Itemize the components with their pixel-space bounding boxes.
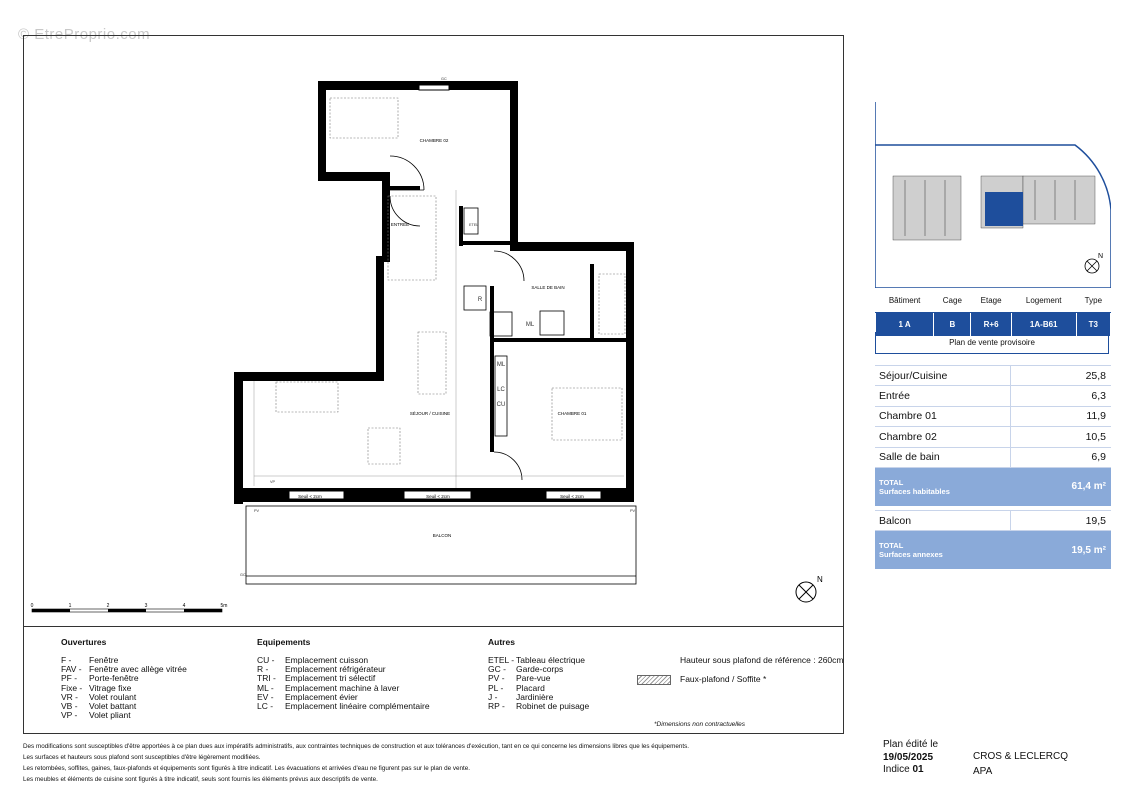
mark-lc: LC [497, 387, 505, 393]
legend-label: Vitrage fixe [89, 682, 132, 693]
note-line: Les surfaces et hauteurs sous plafond sont susceptibles d'être légèrement modifiées. [23, 754, 261, 761]
note-line: Des modifications sont susceptibles d'être apportées à ce plan dues aux impératifs administratifs, aux contraintes techniques de construction et aux tolérances d'exécution, tant en ce qui concerne les dimensions libres que les équipements. [23, 743, 690, 750]
wall [388, 186, 420, 190]
mark-vp: VP [270, 480, 276, 484]
legend-code: R - [257, 664, 269, 675]
total-sublabel: Surfaces habitables [879, 486, 950, 496]
indice-value: 01 [912, 764, 924, 776]
unit-info-table [875, 288, 1111, 337]
header-type: Type [1076, 289, 1110, 313]
coffee-table [368, 428, 400, 464]
etel-box [464, 208, 478, 234]
legend-label: Volet roulant [89, 691, 137, 702]
legend-label: Emplacement évier [285, 691, 358, 702]
legend-label: Robinet de puisage [516, 701, 590, 712]
legend-ouvertures [61, 637, 187, 720]
scale-bar [31, 603, 228, 612]
disclaimer-notes [23, 741, 823, 785]
scale-tick: 5m [220, 603, 228, 609]
edit-date: 19/05/2025 [883, 751, 934, 763]
edit-label: Plan édité le [883, 739, 939, 750]
kitchen-run [495, 356, 507, 436]
scale-tick: 4 [182, 603, 186, 609]
surfaces-table [875, 365, 1111, 569]
surface-row [875, 407, 1111, 427]
door-swing [494, 251, 524, 281]
faux-plafond-label: Faux-plafond / Soffite * [680, 674, 767, 684]
dimensions-note: *Dimensions non contractuelles [654, 721, 746, 728]
value-etage: R+6 [971, 313, 1011, 337]
annex-row [875, 510, 1111, 531]
note-line: Les retombées, soffites, gaines, faux-plafonds et équipements sont figurés à titre indicatif. Les évacuations et arrivées d'eau ne figurent pas sur le plan de vente. [23, 765, 471, 772]
wall [234, 372, 243, 504]
room-label-sejour: SÉJOUR / CUISINE [409, 411, 451, 416]
room-label-balcon: BALCON [432, 533, 452, 538]
legend-label: Emplacement tri sélectif [285, 673, 376, 684]
scale-tick: 3 [144, 603, 148, 609]
sofa [276, 382, 338, 412]
fridge-box [464, 286, 486, 310]
window [419, 85, 449, 90]
legend-code: CU - [257, 655, 275, 665]
balcony-outline [246, 506, 636, 584]
wall [510, 242, 634, 251]
mark-r: R [477, 297, 483, 303]
total-sublabel: Surfaces annexes [879, 550, 943, 560]
legend-label: Volet battant [89, 701, 137, 712]
legend-equipements [257, 637, 430, 711]
surface-name: Salle de bain [875, 448, 1011, 467]
surface-value: 6,3 [1091, 390, 1106, 403]
north-compass-icon [796, 575, 823, 602]
legend-label: Placard [516, 682, 545, 693]
wall [459, 206, 463, 246]
legend-label: Jardinière [516, 691, 554, 702]
mark-gc2: GC [240, 573, 246, 577]
wall [510, 81, 518, 246]
room-label-sdb: SALLE DE BAIN [531, 285, 565, 290]
indice-label: Indice [883, 764, 910, 776]
total-habitable-value: 61,4 m² [1071, 481, 1106, 493]
legend-code: J - [488, 691, 498, 702]
company-name: CROS & LECLERCQ [973, 751, 1069, 762]
legend-code: FAV - [61, 664, 82, 675]
wall [490, 338, 630, 342]
legend-label: Emplacement cuisson [285, 655, 369, 665]
total-label: TOTAL [879, 477, 904, 487]
wall [376, 256, 384, 378]
surface-row [875, 448, 1111, 468]
legend-code: VR - [61, 691, 78, 702]
wall [234, 372, 384, 381]
mark-pv: PV [254, 509, 260, 513]
wall [318, 172, 388, 181]
legend-code: Fixe - [61, 682, 83, 693]
floor-plan-frame [23, 35, 844, 627]
annex-name: Balcon [875, 511, 1011, 530]
legend-code: VB - [61, 701, 78, 712]
value-batiment: 1 A [876, 313, 934, 337]
surface-name: Chambre 01 [875, 407, 1011, 426]
legend-code: PV - [488, 673, 505, 684]
legend-label: Emplacement réfrigérateur [285, 664, 386, 675]
ceiling-height: Hauteur sous plafond de référence : 260cm [680, 655, 844, 665]
svg-text:N: N [817, 575, 823, 584]
header-logement: Logement [1011, 289, 1076, 313]
company-subname: APA [973, 765, 993, 777]
dining-table [418, 332, 446, 394]
surface-name: Séjour/Cuisine [875, 366, 1011, 385]
scale-tick: 0 [30, 603, 34, 609]
legend-code: F - [61, 655, 72, 665]
mark-etel: ETEL [469, 223, 479, 227]
wall [626, 242, 634, 502]
header-cage: Cage [934, 289, 971, 313]
sill-label: Seuil < 2cm [560, 494, 584, 499]
legend-code: PL - [488, 682, 504, 693]
bed [330, 98, 398, 138]
plan-caption: Plan de vente provisoire [875, 332, 1109, 354]
bathtub [599, 274, 625, 334]
room-label-chambre02: CHAMBRE 02 [419, 138, 449, 143]
floor-plan [24, 36, 845, 628]
legend-label: Volet pliant [89, 710, 131, 721]
total-annexes-row [875, 531, 1111, 569]
door-swing [390, 156, 424, 190]
surface-value: 10,5 [1085, 430, 1106, 443]
legend-autres [488, 637, 589, 711]
mark-pv2: PV [630, 509, 636, 513]
scale-tick: 1 [68, 603, 72, 609]
wall [318, 81, 518, 90]
legend-label: Fenêtre avec allège vitrée [89, 664, 187, 675]
wall [318, 81, 326, 181]
value-cage: B [934, 313, 971, 337]
surface-name: Entrée [875, 386, 1011, 405]
highlighted-unit [985, 192, 1023, 226]
total-habitable-row [875, 468, 1111, 506]
room-label-entree: ENTRÉE [390, 222, 410, 227]
value-type: T3 [1076, 313, 1110, 337]
legend-title: Ouvertures [61, 637, 107, 647]
legend-code: ETEL - [488, 655, 515, 665]
surface-name: Chambre 02 [875, 427, 1011, 446]
watermark: © EtreProprio.com [18, 26, 151, 43]
annex-value: 19,5 [1085, 514, 1106, 527]
surface-value: 6,9 [1091, 451, 1106, 464]
surface-row [875, 386, 1111, 406]
wall [459, 241, 514, 245]
surface-row [875, 365, 1111, 386]
edition-info [883, 739, 938, 777]
surface-value: 25,8 [1085, 369, 1106, 382]
value-logement: 1A-B61 [1011, 313, 1076, 337]
svg-text:N: N [1098, 253, 1104, 260]
room-label-chambre01: CHAMBRE 01 [557, 411, 587, 416]
legend-code: RP - [488, 701, 505, 712]
wall [382, 172, 390, 262]
legend-label: Porte-fenêtre [89, 673, 139, 684]
company-info [973, 750, 1068, 779]
legend-code: LC - [257, 701, 274, 712]
sill-label: Seuil < 2cm [298, 494, 322, 499]
sink [540, 311, 564, 335]
legend [23, 627, 844, 734]
legend-label: Fenêtre [89, 655, 119, 665]
scale-tick: 2 [106, 603, 110, 609]
header-etage: Etage [971, 289, 1011, 313]
header-batiment: Bâtiment [876, 289, 934, 313]
legend-title: Autres [488, 637, 515, 647]
legend-label: Tableau électrique [516, 655, 585, 665]
mark-ml2: ML [496, 362, 506, 368]
mark-ml: ML [525, 322, 535, 328]
sill-label: Seuil < 2cm [426, 494, 450, 499]
legend-code: GC - [488, 664, 506, 675]
surface-value: 11,9 [1086, 410, 1106, 423]
mark-gc: GC [441, 77, 447, 81]
legend-label: Emplacement machine à laver [285, 682, 400, 693]
mark-cu: CU [496, 402, 506, 408]
legend-code: PF - [61, 673, 78, 684]
legend-label: Pare-vue [516, 673, 551, 684]
legend-label: Emplacement linéaire complémentaire [285, 701, 430, 712]
total-label: TOTAL [879, 541, 904, 551]
surface-row [875, 427, 1111, 447]
key-plan-map [875, 100, 1111, 288]
legend-code: TRI - [257, 673, 276, 684]
legend-code: EV - [257, 691, 274, 702]
wall [490, 342, 494, 452]
legend-title: Equipements [257, 637, 311, 647]
legend-label: Garde-corps [516, 664, 564, 675]
total-annexes-value: 19,5 m² [1071, 544, 1106, 556]
note-line: Les meubles et éléments de cuisine sont figurés à titre indicatif, seuls sont fournis les éléments prévus aux descriptifs de vente. [23, 776, 378, 783]
entry-zone [388, 196, 436, 280]
faux-plafond-swatch [637, 675, 671, 685]
legend-code: ML - [257, 682, 274, 693]
wall [590, 264, 594, 338]
legend-code: VP - [61, 710, 78, 721]
